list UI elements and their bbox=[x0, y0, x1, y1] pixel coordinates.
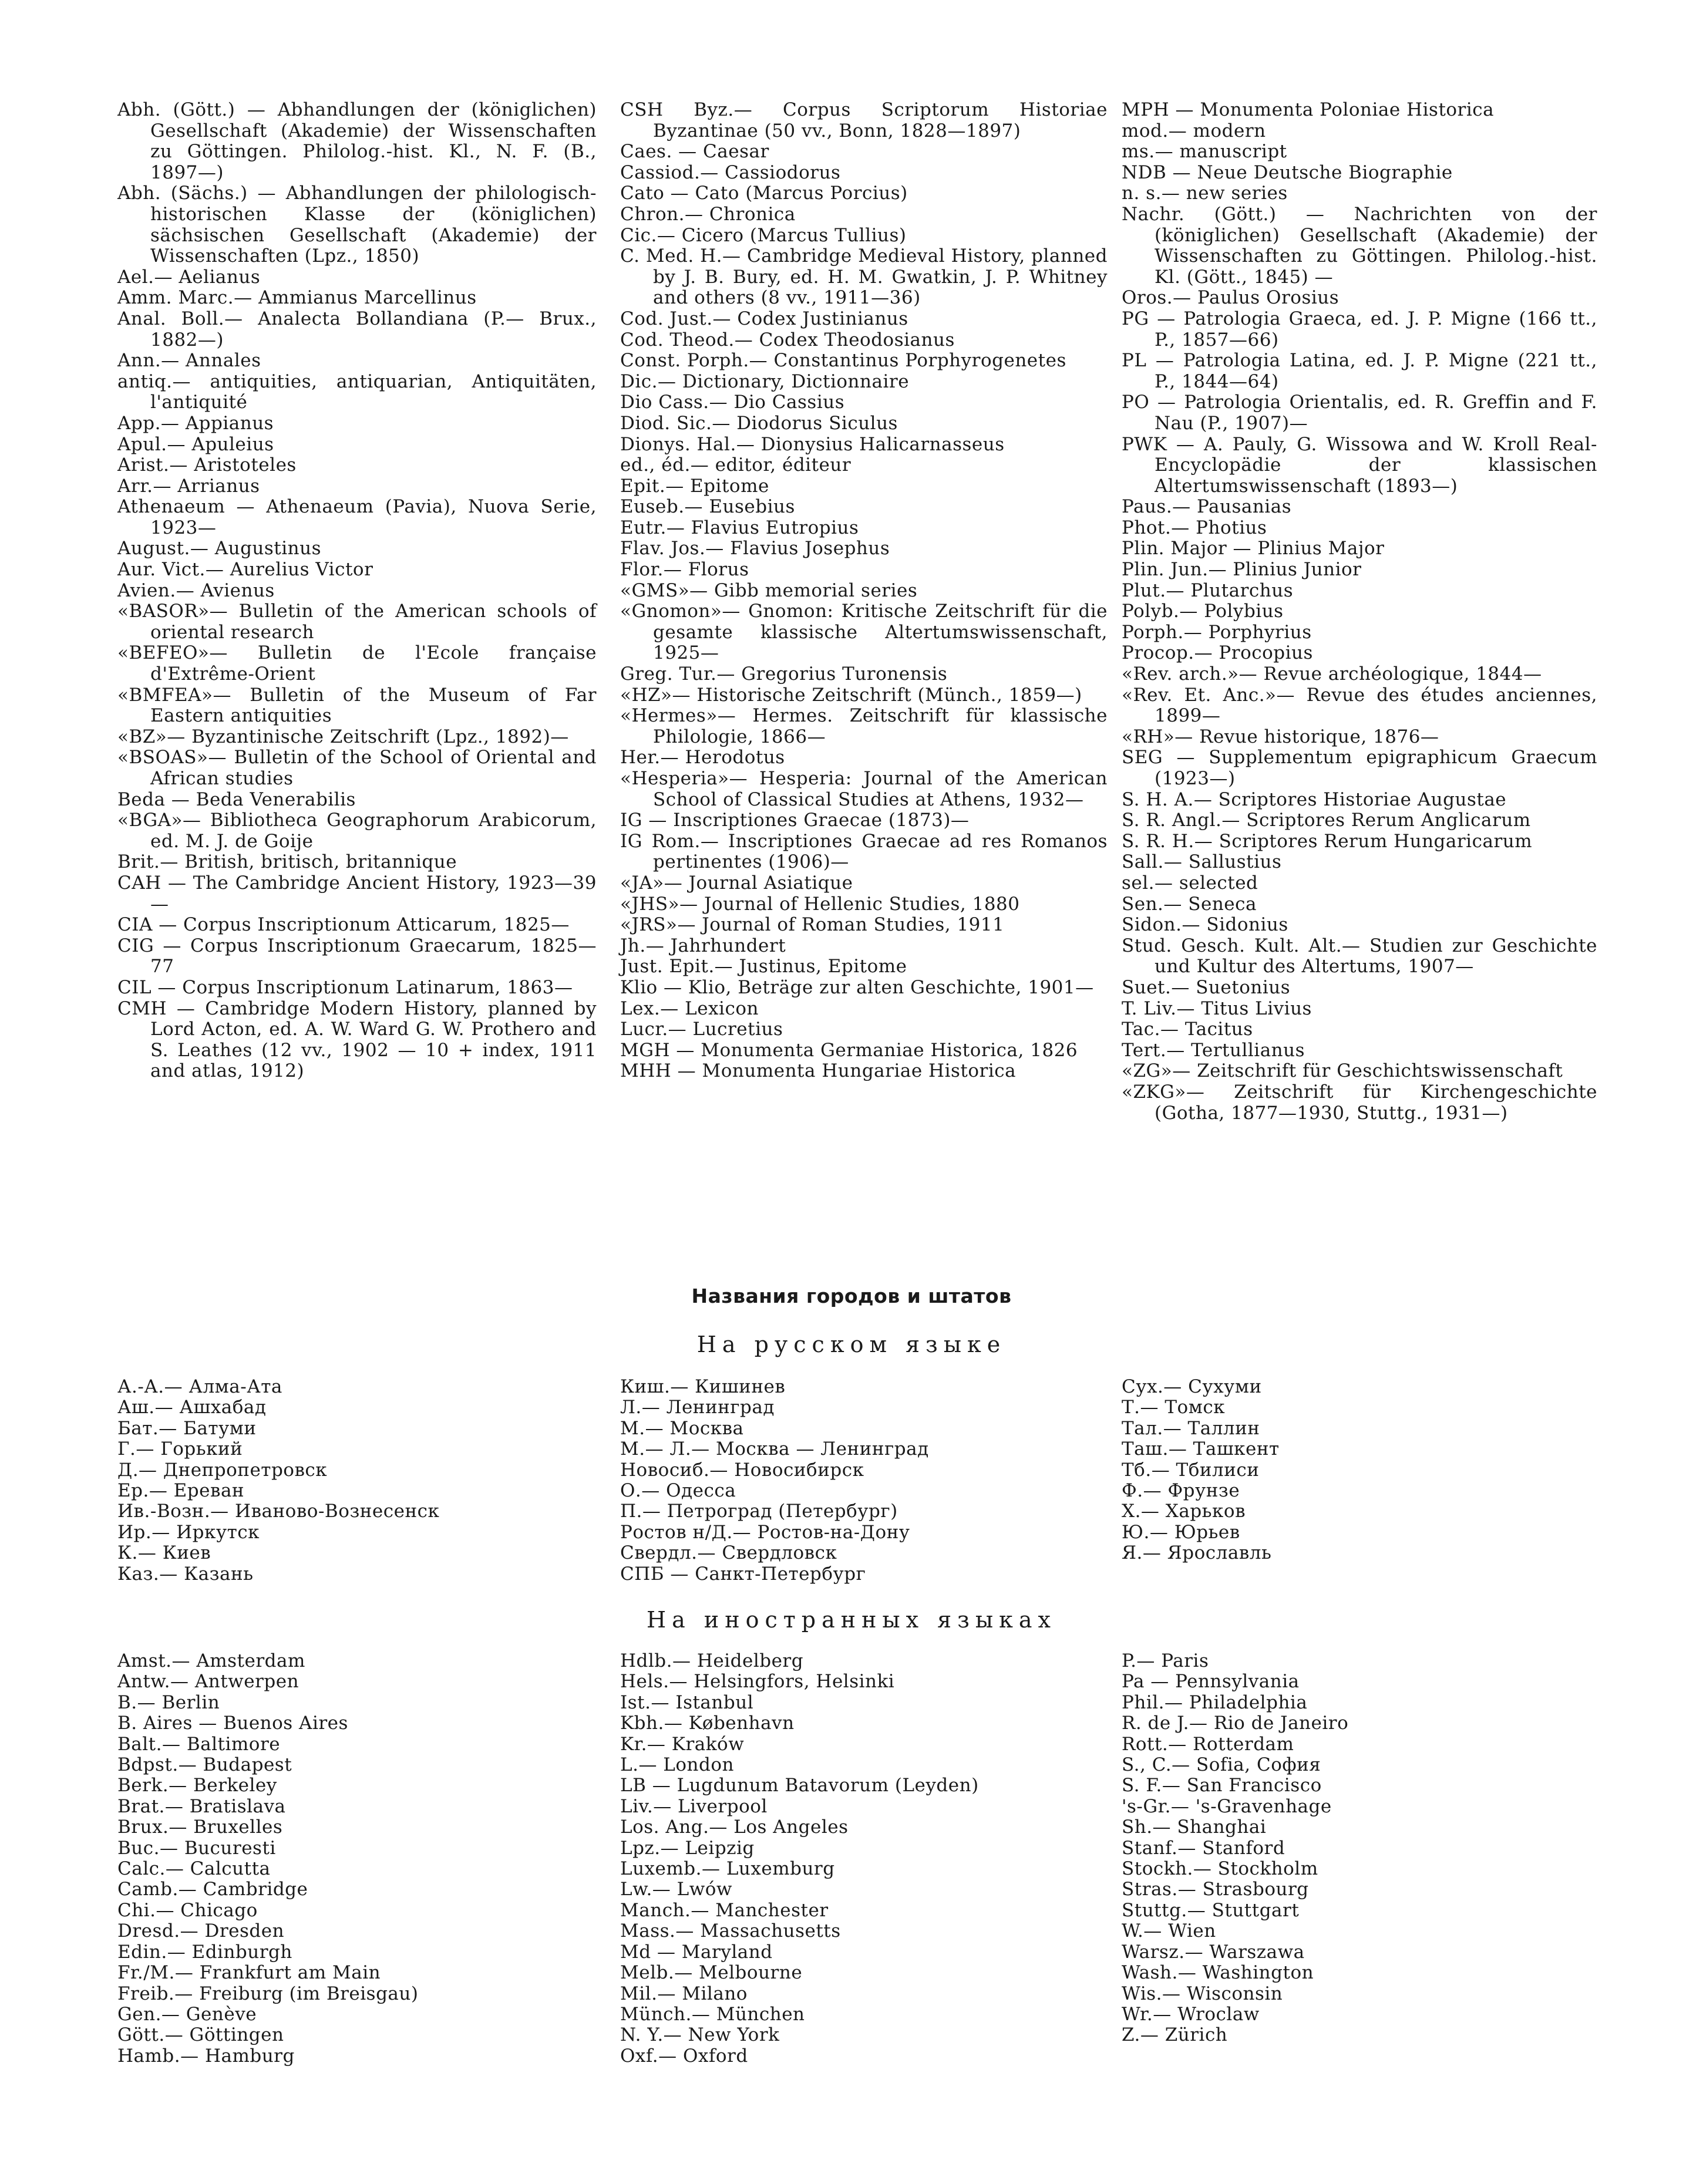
city-entry: Ist.— Istanbul bbox=[620, 1691, 754, 1713]
cities-heading: Названия городов и штатов bbox=[691, 1285, 1012, 1307]
abbreviation-entry: «Gnomon»— Gnomon: Kritische Zeitschrift für die gesamte klassische Altertumswissenschaft, 1925— bbox=[620, 601, 1108, 664]
city-entry: Ростов н/Д.— Ростов-на-Дону bbox=[620, 1521, 910, 1543]
city-entry: СПБ — Санкт-Петербург bbox=[620, 1563, 866, 1585]
city-entry: Berk.— Berkeley bbox=[117, 1775, 277, 1797]
abbreviation-entry: Cato — Cato (Marcus Porcius) bbox=[620, 183, 908, 204]
abbreviation-entry: «JRS»— Journal of Roman Studies, 1911 bbox=[620, 914, 1005, 936]
city-entry: Brat.— Bratislava bbox=[117, 1795, 286, 1817]
city-entry: Buc.— Bucuresti bbox=[117, 1837, 276, 1859]
city-entry: Ив.-Возн.— Иваново-Вознесенск bbox=[117, 1501, 440, 1522]
abbreviation-entry: CIA — Corpus Inscriptionum Atticarum, 1825— bbox=[117, 914, 570, 936]
abbreviation-entry: Porph.— Porphyrius bbox=[1122, 621, 1312, 643]
city-entry: Свердл.— Свердловск bbox=[620, 1542, 837, 1564]
abbreviation-entry: PL — Patrologia Latina, ed. J. P. Migne (221 tt., P., 1844—64) bbox=[1122, 350, 1597, 392]
abbreviations-column-2 bbox=[620, 100, 1108, 1082]
abbreviation-entry: Eutr.— Flavius Eutropius bbox=[620, 517, 859, 538]
city-entry: Gött.— Göttingen bbox=[117, 2024, 284, 2046]
city-entry: LB — Lugdunum Batavorum (Leyden) bbox=[620, 1775, 979, 1797]
city-entry: Ю.— Юрьев bbox=[1122, 1521, 1240, 1543]
abbreviation-entry: «Rev. Et. Anc.»— Revue des études anciennes, 1899— bbox=[1122, 684, 1597, 727]
city-entry: S., C.— Sofia, София bbox=[1122, 1754, 1321, 1776]
abbreviation-entry: «BSOAS»— Bulletin of the School of Oriental and African studies bbox=[117, 747, 597, 789]
foreign-cities-column-3 bbox=[1122, 1651, 1597, 2046]
city-entry: Edin.— Edinburgh bbox=[117, 1941, 292, 1963]
city-entry: Pa — Pennsylvania bbox=[1122, 1671, 1300, 1693]
city-entry: Х.— Харьков bbox=[1122, 1501, 1246, 1522]
abbreviation-entry: Plin. Jun.— Plinius Junior bbox=[1122, 559, 1362, 581]
city-entry: Ер.— Ереван bbox=[117, 1480, 245, 1502]
city-entry: М.— Л.— Москва — Ленинград bbox=[620, 1438, 929, 1460]
abbreviation-entry: App.— Appianus bbox=[117, 412, 274, 434]
city-entry: Stanf.— Stanford bbox=[1122, 1837, 1285, 1859]
abbreviation-entry: Phot.— Photius bbox=[1122, 517, 1267, 538]
city-entry: Киш.— Кишинев bbox=[620, 1376, 786, 1397]
abbreviation-entry: CIG — Corpus Inscriptionum Graecarum, 1825—77 bbox=[117, 935, 597, 978]
abbreviation-entry: Oros.— Paulus Orosius bbox=[1122, 287, 1339, 309]
abbreviation-entry: Flav. Jos.— Flavius Josephus bbox=[620, 538, 890, 560]
abbreviation-entry: Caes. — Caesar bbox=[620, 141, 769, 163]
abbreviation-entry: Arist.— Aristoteles bbox=[117, 454, 297, 476]
abbreviation-entry: S. H. A.— Scriptores Historiae Augustae bbox=[1122, 788, 1507, 810]
city-entry: Kbh.— København bbox=[620, 1713, 795, 1734]
abbreviation-entry: MPH — Monumenta Poloniae Historica bbox=[1122, 99, 1495, 120]
abbreviation-entry: «ZKG»— Zeitschrift für Kirchengeschichte (Gotha, 1877—1930, Stuttg., 1931—) bbox=[1122, 1081, 1597, 1124]
abbreviation-entry: «JA»— Journal Asiatique bbox=[620, 872, 853, 894]
abbreviation-entry: Jh.— Jahrhundert bbox=[620, 935, 786, 956]
city-entry: W.— Wien bbox=[1122, 1920, 1216, 1942]
abbreviation-entry: Chron.— Chronica bbox=[620, 203, 796, 225]
abbreviation-entry: Abh. (Sächs.) — Abhandlungen der philologisch-historischen Klasse der (königlichen) sächsischen Gesellschaft (Akademie) der Wissenschaften (Lpz., 1850) bbox=[117, 183, 597, 267]
city-entry: Sh.— Shanghai bbox=[1122, 1816, 1267, 1838]
abbreviation-entry: Abh. (Gött.) — Abhandlungen der (königlichen) Gesellschaft (Akademie) der Wissenschaften zu Göttingen. Philolog.-hist. Kl., N. F. (B., 1897—) bbox=[117, 99, 597, 183]
city-entry: Hdlb.— Heidelberg bbox=[620, 1650, 804, 1671]
city-entry: Fr./M.— Frankfurt am Main bbox=[117, 1962, 381, 1984]
city-entry: Camb.— Cambridge bbox=[117, 1879, 308, 1900]
city-entry: Stras.— Strasbourg bbox=[1122, 1879, 1309, 1900]
city-entry: L.— London bbox=[620, 1754, 734, 1776]
city-entry: Chi.— Chicago bbox=[117, 1899, 258, 1921]
abbreviation-entry: sel.— selected bbox=[1122, 872, 1258, 894]
city-entry: S. F.— San Francisco bbox=[1122, 1775, 1322, 1797]
city-entry: Bdpst.— Budapest bbox=[117, 1754, 292, 1776]
abbreviation-entry: «BASOR»— Bulletin of the American schools of oriental research bbox=[117, 601, 597, 643]
city-entry: Таш.— Ташкент bbox=[1122, 1438, 1280, 1460]
abbreviation-entry: Tac.— Tacitus bbox=[1122, 1019, 1253, 1040]
abbreviation-entry: «BGA»— Bibliotheca Geographorum Arabicorum, ed. M. J. de Goije bbox=[117, 810, 597, 852]
abbreviation-entry: Tert.— Tertullianus bbox=[1122, 1039, 1305, 1061]
abbreviation-entry: Apul.— Apuleius bbox=[117, 433, 274, 455]
abbreviation-entry: S. R. H.— Scriptores Rerum Hungaricarum bbox=[1122, 830, 1533, 852]
city-entry: Lw.— Lwów bbox=[620, 1879, 732, 1900]
city-entry: Balt.— Baltimore bbox=[117, 1733, 281, 1755]
abbreviation-entry: Polyb.— Polybius bbox=[1122, 601, 1284, 622]
abbreviation-entry: C. Med. H.— Cambridge Medieval History, planned by J. B. Bury, ed. H. M. Gwatkin, J. P. Whitney and others (8 vv., 1911—36) bbox=[620, 245, 1108, 309]
city-entry: Аш.— Ашхабад bbox=[117, 1397, 267, 1418]
city-entry: Новосиб.— Новосибирск bbox=[620, 1459, 864, 1481]
abbreviation-entry: «BEFEO»— Bulletin de l'Ecole française d'Extrême-Orient bbox=[117, 642, 597, 685]
city-entry: К.— Киев bbox=[117, 1542, 211, 1564]
city-entry: Hels.— Helsingfors, Helsinki bbox=[620, 1671, 895, 1693]
city-entry: Я.— Ярославль bbox=[1122, 1542, 1272, 1564]
abbreviation-entry: Just. Epit.— Justinus, Epitome bbox=[620, 956, 907, 978]
abbreviation-entry: Euseb.— Eusebius bbox=[620, 496, 795, 518]
abbreviation-entry: Stud. Gesch. Kult. Alt.— Studien zur Geschichte und Kultur des Altertums, 1907— bbox=[1122, 935, 1597, 978]
city-entry: Oxf.— Oxford bbox=[620, 2045, 748, 2067]
abbreviation-entry: Flor.— Florus bbox=[620, 559, 749, 581]
abbreviation-entry: «BMFEA»— Bulletin of the Museum of Far Eastern antiquities bbox=[117, 684, 597, 727]
abbreviation-entry: Avien.— Avienus bbox=[117, 579, 275, 601]
city-entry: R. de J.— Rio de Janeiro bbox=[1122, 1713, 1349, 1734]
abbreviation-entry: August.— Augustinus bbox=[117, 538, 322, 560]
abbreviation-entry: antiq.— antiquities, antiquarian, Antiquitäten, l'antiquité bbox=[117, 370, 597, 413]
abbreviation-entry: Plin. Major — Plinius Major bbox=[1122, 538, 1385, 560]
abbreviation-entry: CIL — Corpus Inscriptionum Latinarum, 1863— bbox=[117, 976, 573, 998]
abbreviation-entry: Cassiod.— Cassiodorus bbox=[620, 161, 841, 183]
city-entry: Amst.— Amsterdam bbox=[117, 1650, 305, 1671]
abbreviation-entry: Sen.— Seneca bbox=[1122, 893, 1257, 915]
city-entry: Stuttg.— Stuttgart bbox=[1122, 1899, 1300, 1921]
abbreviation-entry: «HZ»— Historische Zeitschrift (Münch., 1859—) bbox=[620, 684, 1082, 706]
russian-subheading: На русском языке bbox=[696, 1332, 1007, 1357]
city-entry: Mass.— Massachusetts bbox=[620, 1920, 841, 1942]
city-entry: Бат.— Батуми bbox=[117, 1417, 257, 1439]
city-entry: Antw.— Antwerpen bbox=[117, 1671, 299, 1693]
abbreviation-entry: «ZG»— Zeitschrift für Geschichtswissenschaft bbox=[1122, 1060, 1563, 1082]
abbreviation-entry: CSH Byz.— Corpus Scriptorum Historiae Byzantinae (50 vv., Bonn, 1828—1897) bbox=[620, 99, 1108, 141]
city-entry: P.— Paris bbox=[1122, 1650, 1209, 1671]
abbreviation-entry: CMH — Cambridge Modern History, planned by Lord Acton, ed. A. W. Ward G. W. Prothero and S. Leathes (12 vv., 1902 — 10 + index, 1911 and atlas, 1912) bbox=[117, 997, 597, 1082]
abbreviation-entry: MHH — Monumenta Hungariae Historica bbox=[620, 1060, 1017, 1082]
abbreviation-entry: «GMS»— Gibb memorial series bbox=[620, 579, 918, 601]
abbreviation-entry: Dic.— Dictionary, Dictionnaire bbox=[620, 370, 910, 392]
city-entry: Z.— Zürich bbox=[1122, 2024, 1228, 2046]
city-entry: Wr.— Wroclaw bbox=[1122, 2003, 1260, 2025]
city-entry: Los. Ang.— Los Angeles bbox=[620, 1816, 849, 1838]
city-entry: Dresd.— Dresden bbox=[117, 1920, 285, 1942]
foreign-cities-section bbox=[117, 1651, 1597, 2074]
abbreviation-entry: T. Liv.— Titus Livius bbox=[1122, 997, 1312, 1019]
abbreviation-entry: Plut.— Plutarchus bbox=[1122, 579, 1294, 601]
city-entry: П.— Петроград (Петербург) bbox=[620, 1501, 898, 1522]
foreign-subheading: На иностранных языках bbox=[647, 1607, 1056, 1633]
abbreviation-entry: Suet.— Suetonius bbox=[1122, 976, 1291, 998]
city-entry: Mil.— Milano bbox=[620, 1983, 748, 2004]
abbreviation-entry: mod.— modern bbox=[1122, 120, 1266, 141]
abbreviation-entry: SEG — Supplementum epigraphicum Graecum (1923—) bbox=[1122, 747, 1597, 789]
abbreviation-entry: Const. Porph.— Constantinus Porphyrogenetes bbox=[620, 350, 1066, 372]
city-entry: Hamb.— Hamburg bbox=[117, 2045, 295, 2067]
russian-cities-column-1 bbox=[117, 1377, 599, 1585]
city-entry: Luxemb.— Luxemburg bbox=[620, 1858, 835, 1880]
abbreviation-entry: Sidon.— Sidonius bbox=[1122, 914, 1288, 936]
abbreviation-entry: Dionys. Hal.— Dionysius Halicarnasseus bbox=[620, 433, 1005, 455]
abbreviation-entry: Aur. Vict.— Aurelius Victor bbox=[117, 559, 373, 581]
city-entry: А.-А.— Алма-Ата bbox=[117, 1376, 282, 1397]
abbreviation-entry: ms.— manuscript bbox=[1122, 141, 1287, 163]
abbreviation-entry: Diod. Sic.— Diodorus Siculus bbox=[620, 412, 898, 434]
abbreviation-entry: Lex.— Lexicon bbox=[620, 997, 759, 1019]
foreign-cities-column-1 bbox=[117, 1651, 599, 2067]
abbreviation-entry: CAH — The Cambridge Ancient History, 1923—39— bbox=[117, 872, 597, 915]
city-entry: Stockh.— Stockholm bbox=[1122, 1858, 1318, 1880]
abbreviations-section bbox=[117, 100, 1597, 1245]
abbreviation-entry: Ael.— Aelianus bbox=[117, 266, 261, 288]
abbreviation-entry: PWK — A. Pauly, G. Wissowa and W. Kroll Real-Encyclopädie der klassischen Altertumswissenschaft (1893—) bbox=[1122, 433, 1597, 497]
city-entry: Ир.— Иркутск bbox=[117, 1521, 260, 1543]
abbreviations-column-1 bbox=[117, 100, 597, 1082]
abbreviation-entry: Cod. Just.— Codex Justinianus bbox=[620, 308, 908, 329]
city-entry: Freib.— Freiburg (im Breisgau) bbox=[117, 1983, 419, 2004]
abbreviation-entry: Brit.— British, britisch, britannique bbox=[117, 851, 457, 873]
abbreviation-entry: IG Rom.— Inscriptiones Graecae ad res Romanos pertinentes (1906)— bbox=[620, 830, 1108, 873]
city-entry: Каз.— Казань bbox=[117, 1563, 254, 1585]
abbreviation-entry: Arr.— Arrianus bbox=[117, 475, 260, 497]
abbreviation-entry: Nachr. (Gött.) — Nachrichten von der (königlichen) Gesellschaft (Akademie) der Wissenschaften zu Göttingen. Philolog.-hist. Kl. (Gött., 1845) — bbox=[1122, 203, 1597, 288]
city-entry: Сух.— Сухуми bbox=[1122, 1376, 1262, 1397]
abbreviation-entry: Sall.— Sallustius bbox=[1122, 851, 1282, 873]
abbreviation-entry: NDB — Neue Deutsche Biographie bbox=[1122, 161, 1453, 183]
city-entry: 's-Gr.— 's-Gravenhage bbox=[1122, 1795, 1332, 1817]
abbreviation-entry: Epit.— Epitome bbox=[620, 475, 769, 497]
abbreviation-entry: MGH — Monumenta Germaniae Historica, 1826 bbox=[620, 1039, 1078, 1061]
russian-cities-section bbox=[117, 1377, 1597, 1600]
city-entry: Л.— Ленинград bbox=[620, 1397, 775, 1418]
abbreviation-entry: Lucr.— Lucretius bbox=[620, 1019, 783, 1040]
abbreviation-entry: Procop.— Procopius bbox=[1122, 642, 1313, 664]
abbreviation-entry: «JHS»— Journal of Hellenic Studies, 1880 bbox=[620, 893, 1020, 915]
russian-cities-column-3 bbox=[1122, 1377, 1597, 1564]
city-entry: Calc.— Calcutta bbox=[117, 1858, 271, 1880]
abbreviation-entry: ed., éd.— editor, éditeur bbox=[620, 454, 852, 476]
abbreviation-entry: n. s.— new series bbox=[1122, 183, 1288, 204]
abbreviation-entry: Cod. Theod.— Codex Theodosianus bbox=[620, 329, 955, 350]
city-entry: Md — Maryland bbox=[620, 1941, 773, 1963]
abbreviation-entry: IG — Inscriptiones Graecae (1873)— bbox=[620, 810, 970, 831]
city-entry: Wash.— Washington bbox=[1122, 1962, 1314, 1984]
city-entry: Manch.— Manchester bbox=[620, 1899, 829, 1921]
abbreviation-entry: PG — Patrologia Graeca, ed. J. P. Migne (166 tt., P., 1857—66) bbox=[1122, 308, 1597, 350]
russian-cities-column-2 bbox=[620, 1377, 1108, 1585]
abbreviation-entry: Ann.— Annales bbox=[117, 350, 261, 372]
abbreviation-entry: Beda — Beda Venerabilis bbox=[117, 788, 356, 810]
abbreviation-entry: S. R. Angl.— Scriptores Rerum Anglicarum bbox=[1122, 810, 1531, 831]
abbreviation-entry: «BZ»— Byzantinische Zeitschrift (Lpz., 1892)— bbox=[117, 726, 569, 747]
city-entry: Д.— Днепропетровск bbox=[117, 1459, 328, 1481]
city-entry: Rott.— Rotterdam bbox=[1122, 1733, 1294, 1755]
abbreviations-column-3 bbox=[1122, 100, 1597, 1124]
abbreviation-entry: «RH»— Revue historique, 1876— bbox=[1122, 726, 1439, 747]
city-entry: Тал.— Таллин bbox=[1122, 1417, 1260, 1439]
abbreviation-entry: Klio — Klio, Beträge zur alten Geschichte, 1901— bbox=[620, 976, 1094, 998]
city-entry: Warsz.— Warszawa bbox=[1122, 1941, 1305, 1963]
city-entry: Т.— Томск bbox=[1122, 1397, 1226, 1418]
abbreviation-entry: Anal. Boll.— Analecta Bollandiana (P.— Brux., 1882—) bbox=[117, 308, 597, 350]
city-entry: B. Aires — Buenos Aires bbox=[117, 1713, 348, 1734]
abbreviation-entry: Athenaeum — Athenaeum (Pavia), Nuova Serie, 1923— bbox=[117, 496, 597, 538]
city-entry: Gen.— Genève bbox=[117, 2003, 257, 2025]
city-entry: Liv.— Liverpool bbox=[620, 1795, 768, 1817]
city-entry: Тб.— Тбилиси bbox=[1122, 1459, 1260, 1481]
city-entry: О.— Одесса bbox=[620, 1480, 736, 1502]
abbreviation-entry: Dio Cass.— Dio Cassius bbox=[620, 392, 845, 413]
city-entry: Lpz.— Leipzig bbox=[620, 1837, 755, 1859]
abbreviation-entry: Greg. Tur.— Gregorius Turonensis bbox=[620, 663, 948, 685]
abbreviation-entry: Amm. Marc.— Ammianus Marcellinus bbox=[117, 287, 477, 309]
abbreviation-entry: PO — Patrologia Orientalis, ed. R. Greffin and F. Nau (P., 1907)— bbox=[1122, 392, 1597, 434]
abbreviation-entry: Her.— Herodotus bbox=[620, 747, 785, 769]
abbreviation-entry: «Rev. arch.»— Revue archéologique, 1844— bbox=[1122, 663, 1542, 685]
abbreviation-entry: Paus.— Pausanias bbox=[1122, 496, 1292, 518]
city-entry: B.— Berlin bbox=[117, 1691, 220, 1713]
city-entry: Wis.— Wisconsin bbox=[1122, 1983, 1283, 2004]
abbreviation-entry: «Hermes»— Hermes. Zeitschrift für klassische Philologie, 1866— bbox=[620, 705, 1108, 747]
city-entry: N. Y.— New York bbox=[620, 2024, 780, 2046]
city-entry: Brux.— Bruxelles bbox=[117, 1816, 283, 1838]
city-entry: Phil.— Philadelphia bbox=[1122, 1691, 1308, 1713]
abbreviation-entry: Cic.— Cicero (Marcus Tullius) bbox=[620, 224, 907, 246]
abbreviation-entry: «Hesperia»— Hesperia: Journal of the American School of Classical Studies at Athens, 1932— bbox=[620, 768, 1108, 810]
foreign-cities-column-2 bbox=[620, 1651, 1108, 2067]
city-entry: М.— Москва bbox=[620, 1417, 744, 1439]
city-entry: Münch.— München bbox=[620, 2003, 805, 2025]
city-entry: Melb.— Melbourne bbox=[620, 1962, 803, 1984]
city-entry: Kr.— Kraków bbox=[620, 1733, 745, 1755]
city-entry: Ф.— Фрунзе bbox=[1122, 1480, 1240, 1502]
city-entry: Г.— Горький bbox=[117, 1438, 243, 1460]
